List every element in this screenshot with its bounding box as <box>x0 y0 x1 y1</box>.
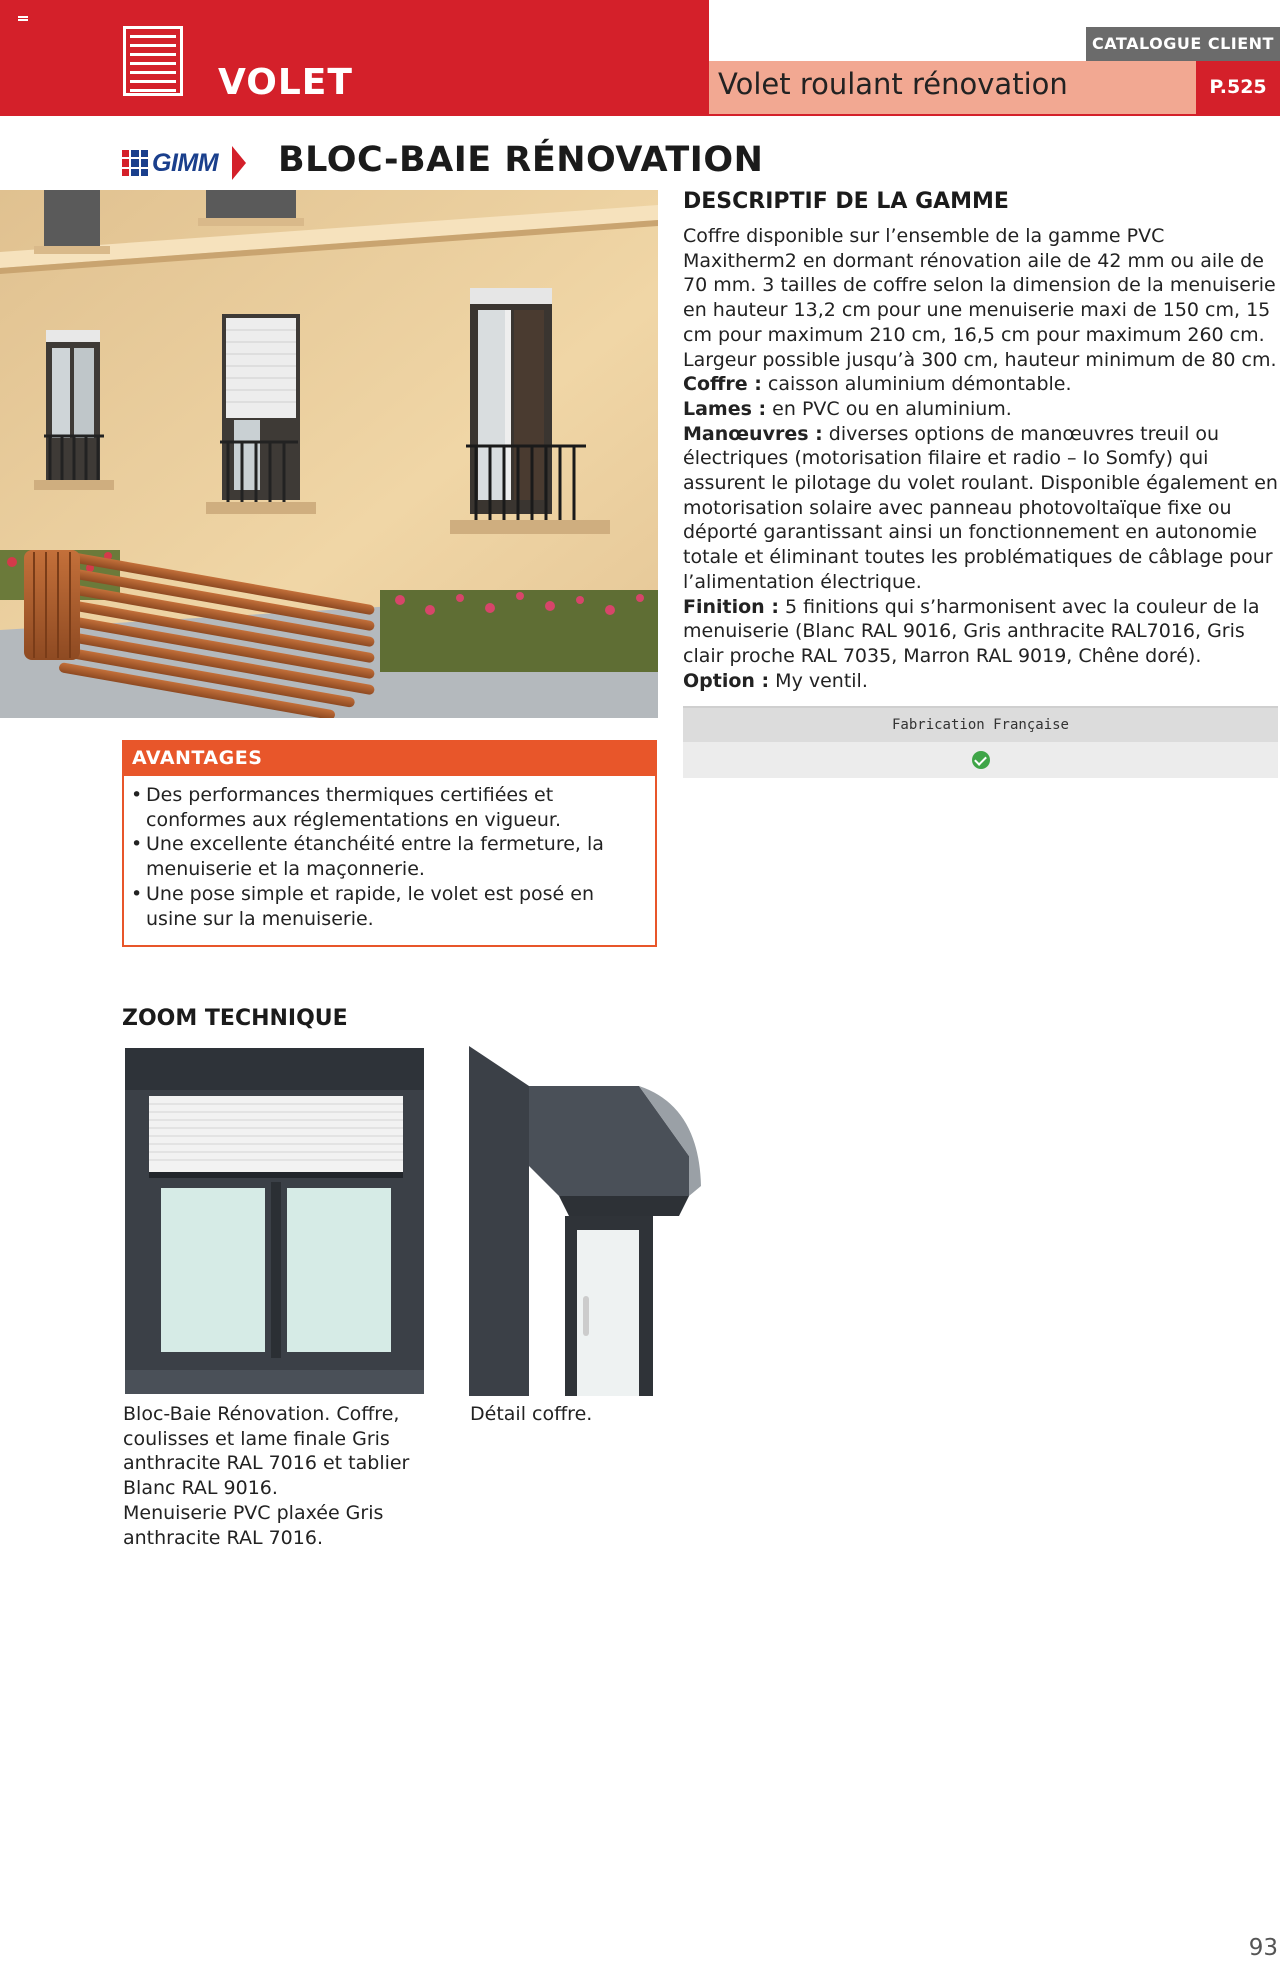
coffre-label: Coffre : <box>683 373 762 396</box>
chevron-right-icon <box>232 146 246 180</box>
list-item: • Une pose simple et rapide, le volet est posé en usine sur la menuiserie. <box>146 882 647 931</box>
finition-text: 5 finitions qui s’harmonisent avec la couleur de la menuiserie (Blanc RAL 9016, Gris anthracite RAL7016, Gris clair proche RAL 7035, Marron RAL 9019, Chêne doré). <box>683 595 1260 667</box>
finition-line <box>683 595 1278 669</box>
option-text: My ventil. <box>769 669 868 692</box>
header-band <box>0 0 709 114</box>
lames-line <box>683 397 1278 422</box>
page-number: 93 <box>1248 1935 1278 1961</box>
lames-text: en PVC ou en aluminium. <box>766 397 1012 420</box>
section-title: VOLET <box>218 62 353 103</box>
avantages-title: AVANTAGES <box>124 740 655 776</box>
figure-caption-2: Détail coffre. <box>470 1403 593 1425</box>
list-item: • Des performances thermiques certifiées et conformes aux réglementations en vigueur. <box>146 783 647 832</box>
manoeuvres-label: Manœuvres : <box>683 422 823 445</box>
avantages-list <box>124 776 655 931</box>
page-ref-badge: P.525 <box>1196 61 1280 114</box>
coffre-detail-photo <box>469 1046 702 1396</box>
catalogue-badge: CATALOGUE CLIENT <box>1086 27 1280 61</box>
finition-label: Finition : <box>683 595 779 618</box>
fabrication-header: Fabrication Française <box>683 708 1278 742</box>
header-divider <box>0 114 1280 116</box>
roller-shutter-icon <box>123 26 183 96</box>
option-label: Option : <box>683 669 770 692</box>
coffre-text: caisson aluminium démontable. <box>761 373 1072 396</box>
window-illustration <box>123 1046 426 1396</box>
description-body <box>683 224 1278 693</box>
coffre-line <box>683 372 1278 397</box>
menu-icon[interactable] <box>18 16 28 24</box>
coffre-detail-illustration <box>469 1046 702 1396</box>
facade-illustration <box>0 190 658 718</box>
zoom-title: ZOOM TECHNIQUE <box>122 1006 348 1031</box>
figure-caption-1: Bloc-Baie Rénovation. Coffre, coulisses et lame finale Gris anthracite RAL 7016 et tablier Blanc RAL 9016. Menuiserie PVC plaxée Gris anthracite RAL 7016. <box>123 1403 410 1549</box>
description-intro: Coffre disponible sur l’ensemble de la gamme PVC Maxitherm2 en dormant rénovation aile de 42 mm ou aile de 70 mm. 3 tailles de coffre selon la dimension de la menuiserie en hauteur 13,2 cm pour une menuiserie maxi de 150 cm, 15 cm pour maximum 210 cm, 16,5 cm pour maximum 260 cm. Largeur possible jusqu’à 300 cm, hauteur minimum de 80 cm. <box>683 225 1277 371</box>
list-item: • Une excellente étanchéité entre la fermeture, la menuiserie et la maçonnerie. <box>146 832 647 881</box>
manoeuvres-text: diverses options de manœuvres treuil ou électriques (motorisation filaire et radio – Io Somfy) qui assurent le pilotage du volet roulant. Disponible également en motorisation solaire avec panneau photovoltaïque fixe ou déporté garantissant ainsi un fonctionnement en autonomie totale et éliminant toutes les problématiques de câblage pour l’alimentation électrique. <box>683 422 1278 593</box>
brand-name: GIMM <box>152 148 219 177</box>
description-title: DESCRIPTIF DE LA GAMME <box>683 189 1009 214</box>
check-circle-icon <box>972 751 990 769</box>
brand-logo <box>122 146 246 180</box>
product-title: BLOC-BAIE RÉNOVATION <box>278 140 764 180</box>
manoeuvres-line <box>683 422 1278 595</box>
fabrication-table <box>683 706 1278 778</box>
brand-flag-icon <box>122 150 148 176</box>
page-subtitle: Volet roulant rénovation <box>718 67 1068 101</box>
avantages-box <box>122 740 657 947</box>
fabrication-row <box>683 742 1278 778</box>
option-line <box>683 669 1278 694</box>
hero-photo <box>0 190 658 718</box>
lames-label: Lames : <box>683 397 767 420</box>
window-front-photo <box>123 1046 426 1396</box>
